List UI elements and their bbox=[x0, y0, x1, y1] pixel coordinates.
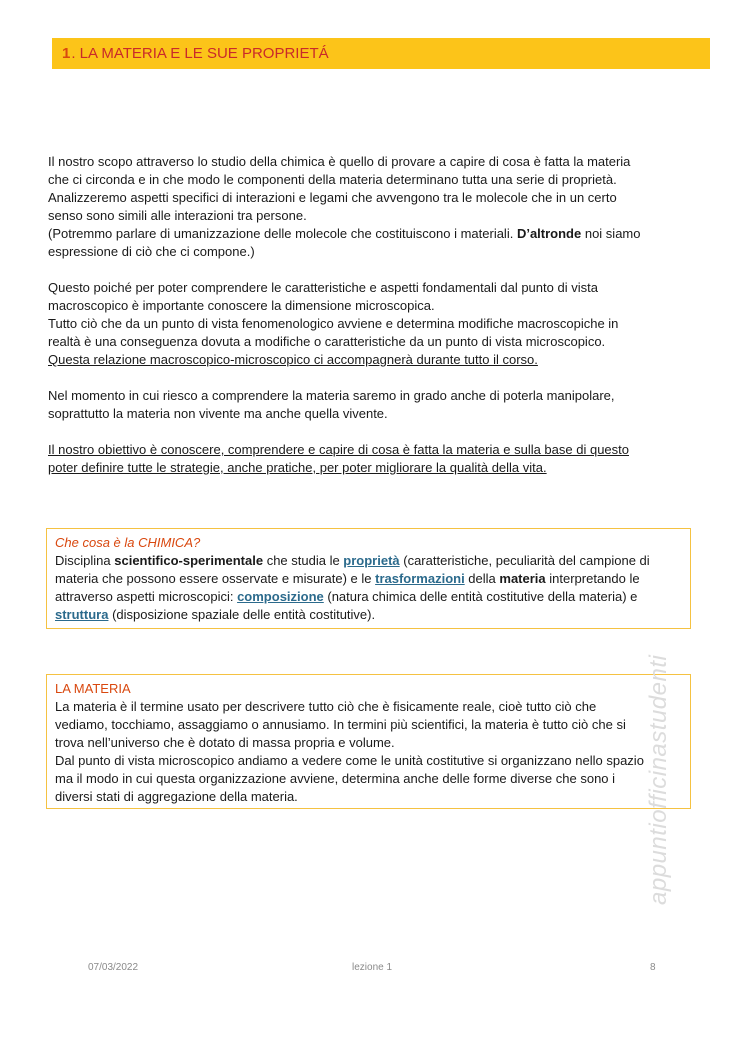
text-run: attraverso aspetti microscopici: bbox=[55, 589, 238, 604]
underlined-line: Il nostro obiettivo è conoscere, comprendere e capire di cosa è fatta la materia e sulla base di questo bbox=[48, 442, 629, 457]
paragraph-macro-micro bbox=[48, 279, 688, 369]
watermark: appuntiofficinastudenti bbox=[645, 654, 672, 905]
chemistry-definition-box bbox=[46, 528, 691, 629]
text-run: (natura chimica delle entità costitutive della materia) e bbox=[323, 589, 638, 604]
text-line: Analizzeremo aspetti specifici di interazioni e legami che avvengono tra le molecole che in un certo bbox=[48, 190, 617, 205]
text-run: materia che possono essere osservate e misurate) e le bbox=[55, 571, 376, 586]
text-line: soprattutto la materia non vivente ma anche quella vivente. bbox=[48, 406, 388, 421]
text-line: ma il modo in cui questa organizzazione avviene, determina anche delle forme diverse che sono i bbox=[55, 771, 616, 786]
underlined-line: Questa relazione macroscopico-microscopico ci accompagnerà durante tutto il corso. bbox=[48, 352, 538, 367]
matter-definition-box bbox=[46, 674, 691, 809]
section-title: . LA MATERIA E LE SUE PROPRIETÁ bbox=[71, 45, 329, 62]
section-header bbox=[52, 38, 710, 69]
chemistry-box-text bbox=[55, 552, 682, 624]
link-struttura[interactable]: struttura bbox=[55, 607, 109, 622]
text-run: della bbox=[464, 571, 500, 586]
text-line: Dal punto di vista microscopico andiamo a vedere come le unità costitutive si organizzano nello spazio bbox=[55, 753, 644, 768]
link-trasformazioni[interactable]: trasformazioni bbox=[375, 571, 465, 586]
footer-lesson: lezione 1 bbox=[352, 962, 393, 973]
text-line: macroscopico è importante conoscere la dimensione microscopica. bbox=[48, 298, 435, 313]
paragraph-intro bbox=[48, 153, 688, 261]
section-number: 1 bbox=[62, 45, 71, 62]
text-run: (disposizione spaziale delle entità costitutive). bbox=[108, 607, 376, 622]
text-line: diversi stati di aggregazione della materia. bbox=[55, 789, 298, 804]
text-line: noi siamo bbox=[581, 226, 641, 241]
text-line: Tutto ciò che da un punto di vista fenomenologico avviene e determina modifiche macroscopiche in bbox=[48, 316, 619, 331]
matter-box-text bbox=[55, 698, 682, 806]
text-run: (caratteristiche, peculiarità del campione di bbox=[399, 553, 650, 568]
text-line: trova nell’universo che è dotato di massa propria e volume. bbox=[55, 735, 395, 750]
underlined-line: poter definire tutte le strategie, anche pratiche, per poter migliorare la qualità della vita. bbox=[48, 460, 547, 475]
link-proprieta[interactable]: proprietà bbox=[343, 553, 400, 568]
text-line: espressione di ciò che ci compone.) bbox=[48, 244, 255, 259]
chemistry-box-title: Che cosa è la CHIMICA? bbox=[55, 535, 201, 550]
text-line: Questo poiché per poter comprendere le caratteristiche e aspetti fondamentali dal punto di vista bbox=[48, 280, 598, 295]
footer-page-number: 8 bbox=[650, 962, 656, 973]
bold-term: materia bbox=[499, 571, 546, 586]
body-text bbox=[48, 153, 688, 495]
text-run: interpretando le bbox=[545, 571, 640, 586]
text-line: Nel momento in cui riesco a comprendere la materia saremo in grado anche di poterla manipolare, bbox=[48, 388, 615, 403]
paragraph-objective bbox=[48, 441, 688, 477]
link-composizione[interactable]: composizione bbox=[237, 589, 324, 604]
text-line: (Potremmo parlare di umanizzazione delle molecole che costituiscono i materiali. bbox=[48, 226, 517, 241]
bold-term: scientifico-sperimentale bbox=[114, 553, 264, 568]
text-line: Il nostro scopo attraverso lo studio della chimica è quello di provare a capire di cosa è fatta la materia bbox=[48, 154, 631, 169]
text-line: che ci circonda e in che modo le componenti della materia determinano tutta una serie di proprietà. bbox=[48, 172, 617, 187]
text-run: che studia le bbox=[263, 553, 344, 568]
footer-date: 07/03/2022 bbox=[88, 962, 139, 973]
text-run: Disciplina bbox=[55, 553, 115, 568]
paragraph-manipulation bbox=[48, 387, 688, 423]
text-line: La materia è il termine usato per descrivere tutto ciò che è fisicamente reale, cioè tutto ciò che bbox=[55, 699, 597, 714]
bold-word: D’altronde bbox=[516, 226, 582, 241]
text-line: realtà è una conseguenza dovuta a modifiche o caratteristiche da un punto di vista microscopico. bbox=[48, 334, 606, 349]
text-line: vediamo, tocchiamo, assaggiamo o annusiamo. In termini più scientifici, la materia è tutto ciò che si bbox=[55, 717, 626, 732]
text-line: senso sono simili alle interazioni tra persone. bbox=[48, 208, 307, 223]
matter-box-title: LA MATERIA bbox=[55, 681, 131, 696]
